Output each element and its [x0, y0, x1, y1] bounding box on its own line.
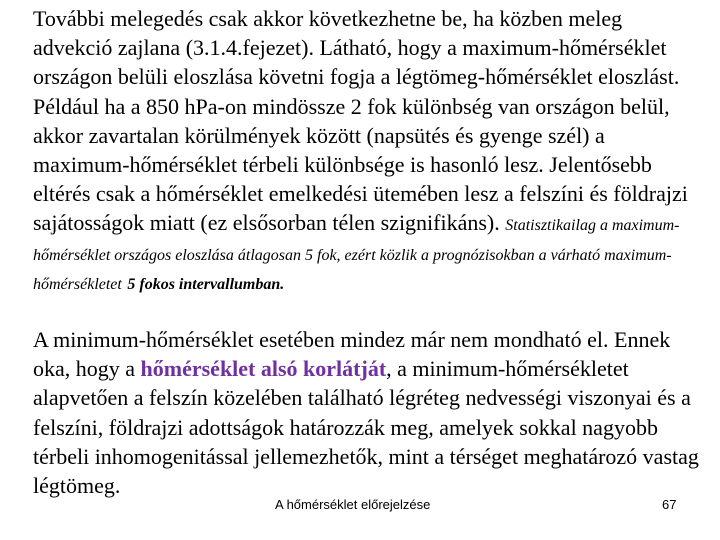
highlighted-term: hőmérséklet alsó korlátját — [140, 356, 387, 382]
footer-title: A hőmérséklet előrejelzése — [275, 497, 431, 512]
statistical-note: Statisztikailag a maximum-hőmérséklet országos eloszlása átlagosan 5 fok, ezért közlik a prognózisokban a várható maximum-hőmérsékletet — [33, 217, 680, 293]
paragraph-main-text: További melegedés csak akkor következhetne be, ha közben meleg advekció zajlana (3.1.4.fejezet). Látható, hogy a maximum-hőmérséklet országon belüli eloszlása követni fogja a légtömeg-hőmérséklet eloszlást. Például ha a 850 hPa-on mindössze 2 fok különbség van országon belül, akkor zavartalan körülmények között (napsütés és gyenge szél) a maximum-hőmérséklet térbeli különbsége is hasonló lesz. Jelentősebb eltérés csak a hőmérséklet emelkedési ütemében lesz a felszíni és földrajzi sajátosságok miatt (ez elsősorban télen szignifikáns). — [33, 6, 688, 236]
paragraph-min-temperature — [33, 325, 708, 500]
paragraph-max-temperature — [33, 4, 705, 299]
paragraph-text-after: , a minimum-hőmérsékletet alapvetően a felszín közelében található légréteg nedvességi viszonyai és a felszíni, földrajzi adottságok határozzák meg, amelyek sokkal nagyobb térbeli inhomogenitással jellemezhetők, mint a térséget meghatározó vastag légtömeg. — [33, 356, 699, 499]
statistical-note-emphasis: 5 fokos intervallumban. — [127, 275, 285, 293]
paragraph-text-before: A minimum-hőmérséklet esetében mindez már nem mondható el. Ennek oka, hogy a — [33, 327, 671, 382]
page-number: 67 — [662, 497, 677, 512]
